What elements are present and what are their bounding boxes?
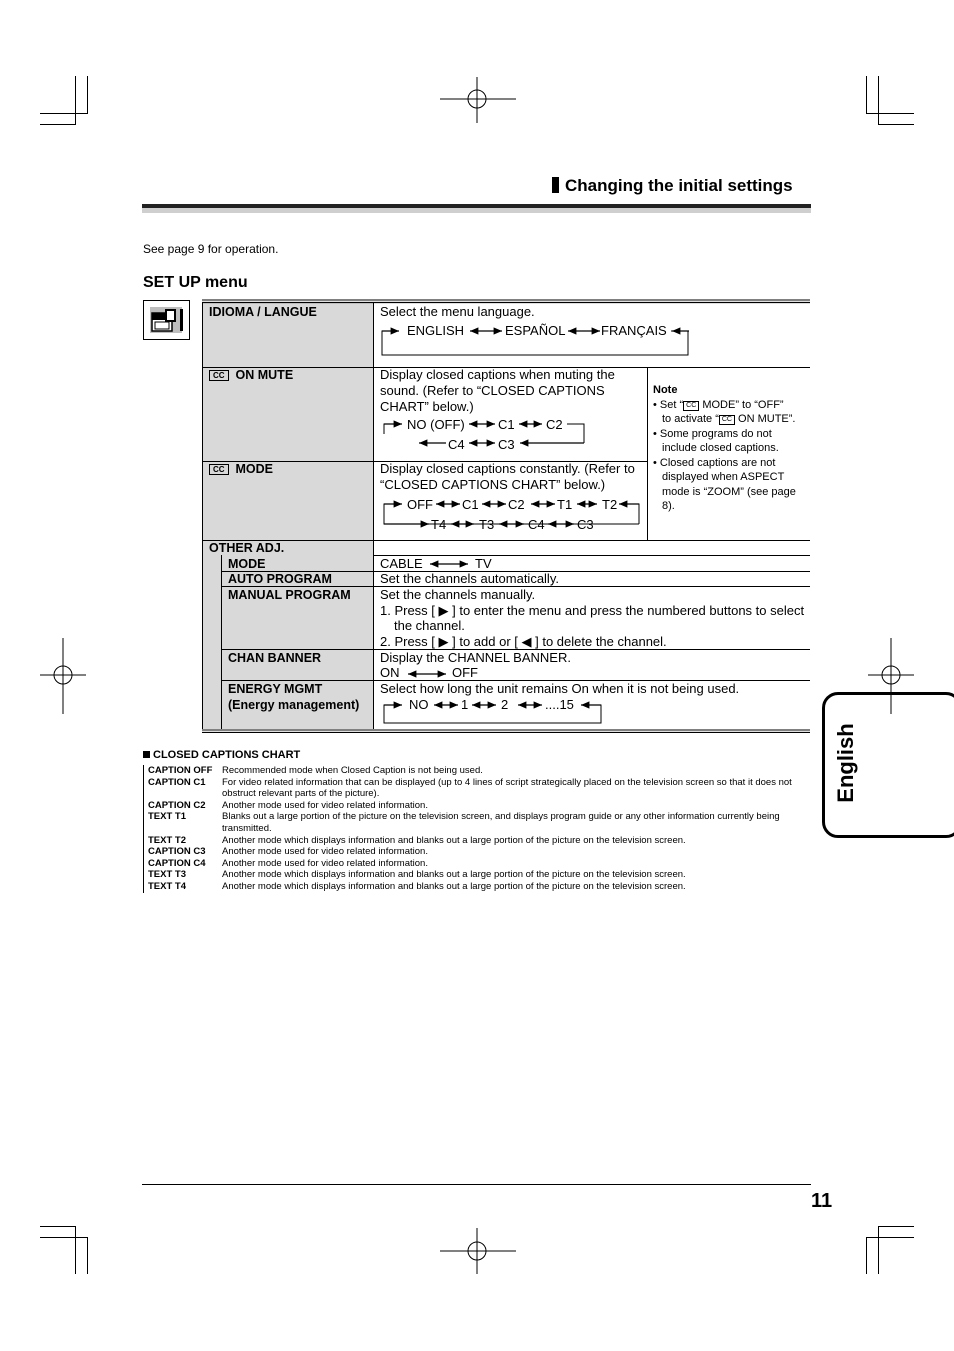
chan-banner-label: CHAN BANNER: [228, 651, 322, 665]
note-bullet-3-cont: 8).: [662, 500, 675, 512]
cc-mode-label-text: MODE: [235, 462, 274, 476]
note-bullet-3-cont: mode is “ZOOM” (see page: [662, 485, 796, 498]
other-mode-label: MODE: [228, 557, 266, 571]
cc-icon: CC: [719, 415, 735, 425]
note-text: ON MUTE”.: [734, 413, 796, 425]
table-row: [144, 858, 813, 870]
cc-description: Another mode which displays information and blanks out a large portion of the picture on the television screen.: [222, 880, 686, 892]
setup-menu-title: SET UP menu: [143, 274, 248, 291]
auto-program-desc: Set the channels automatically.: [380, 571, 559, 586]
page-number: 11: [811, 1190, 833, 1212]
note-bullet-2-cont: include closed captions.: [662, 442, 779, 454]
mode-opt-c4: C4: [528, 517, 545, 532]
table-row: [144, 881, 813, 893]
note-bullet-3: • Closed captions are not: [653, 456, 776, 469]
cc-icon: CC: [209, 464, 229, 475]
manual-program-step-1-cont: the channel.: [394, 618, 465, 633]
cc-chart-rows: [143, 765, 813, 893]
note-bullet-3-cont: displayed when ASPECT: [662, 471, 785, 483]
header-rule-shadow: [142, 208, 811, 213]
manual-program-desc: Set the channels manually.: [380, 587, 536, 602]
on-mute-label-text: ON MUTE: [235, 368, 294, 382]
cc-description: Another mode used for video related information.: [222, 857, 428, 869]
cc-mode-desc: Display closed captions constantly. (Refer to “CLOSED CAPTIONS CHART” below.): [380, 461, 635, 492]
cc-term: CAPTION C4: [148, 857, 206, 869]
cc-icon: CC: [683, 401, 699, 411]
lang-francais: FRANÇAIS: [601, 323, 667, 338]
cc-icon: CC: [209, 370, 229, 381]
cc-term: TEXT T4: [148, 880, 187, 892]
banner-on: ON: [380, 665, 400, 680]
energy-opt-no: NO: [409, 697, 429, 712]
lang-english: ENGLISH: [407, 323, 465, 338]
table-row: [144, 800, 813, 812]
mode-opt-t4: T4: [431, 517, 447, 532]
banner-off: OFF: [452, 665, 478, 680]
note-text: MODE” to “OFF”: [699, 398, 784, 411]
cc-mode-label: [209, 461, 273, 477]
note-bullet-1: [653, 398, 813, 413]
on-mute-desc: Display closed captions when muting the sound. (Refer to “CLOSED CAPTIONS CHART” below.): [380, 367, 615, 414]
chan-banner-desc: Display the CHANNEL BANNER.: [380, 650, 571, 665]
cc-chart-title: [143, 749, 813, 761]
note-text: • Set “: [653, 398, 684, 411]
table-row: [144, 846, 813, 858]
mute-opt-c3: C3: [498, 437, 515, 452]
energy-opt-1: 1: [461, 697, 469, 712]
mute-opt-no-off: NO (OFF): [407, 417, 465, 432]
square-bullet-icon: [143, 751, 150, 758]
footer-rule: [142, 1184, 811, 1185]
mode-opt-c1: C1: [462, 497, 479, 512]
cc-chart-title-text: CLOSED CAPTIONS CHART: [153, 749, 301, 761]
cc-description: Recommended mode when Closed Caption is not being used.: [222, 765, 483, 776]
cc-term: CAPTION C1: [148, 776, 206, 788]
cc-description: Blanks out a large portion of the picture on the television screen, and displays program guide or any other information currently being transmitted.: [222, 811, 780, 834]
title-bar-mark: [552, 177, 559, 193]
manual-program-step-2: 2. Press [ ▶ ] to add or [ ◀ ] to delete the channel.: [380, 634, 667, 649]
section-title-text: Changing the initial settings: [565, 176, 793, 195]
mute-opt-c4: C4: [448, 437, 465, 452]
table-row: [144, 869, 813, 881]
energy-mgmt-desc: Select how long the unit remains On when it is not being used.: [380, 681, 740, 696]
energy-mgmt-label: ENERGY MGMT: [228, 682, 323, 696]
cc-term: TEXT T3: [148, 869, 187, 881]
cc-term: CAPTION C2: [148, 799, 206, 811]
note-title: Note: [653, 384, 678, 396]
on-off-arrow: [404, 666, 450, 680]
section-title: [552, 176, 793, 196]
idioma-desc: Select the menu language.: [380, 304, 535, 319]
table-row: [144, 765, 813, 777]
manual-program-label: MANUAL PROGRAM: [228, 588, 351, 602]
cc-description: Another mode which displays information and blanks out a large portion of the picture on the television screen.: [222, 834, 686, 846]
lang-espanol: ESPAÑOL: [505, 323, 566, 338]
mode-opt-t2: T2: [602, 497, 618, 512]
mute-opt-c1: C1: [498, 417, 515, 432]
setup-menu-table: [202, 299, 810, 733]
setup-menu-icon-graphic: [144, 301, 189, 339]
manual-program-step-1: 1. Press [ ▶ ] to enter the menu and press the numbered buttons to select: [380, 603, 805, 618]
other-adj-label: OTHER ADJ.: [209, 541, 285, 555]
energy-opt-15: ....15: [545, 697, 574, 712]
see-page-note: See page 9 for operation.: [143, 242, 279, 256]
mode-opt-t1: T1: [557, 497, 573, 512]
energy-opt-2: 2: [501, 697, 509, 712]
note-text: to activate “: [662, 413, 719, 425]
note-bullet-2: • Some programs do not: [653, 427, 772, 440]
cc-description: Another mode used for video related information.: [222, 846, 428, 858]
note-bullet-1-cont: [653, 412, 813, 427]
cc-term: TEXT T1: [148, 811, 187, 823]
mode-opt-off: OFF: [407, 497, 433, 512]
auto-program-label: AUTO PROGRAM: [228, 572, 332, 586]
mute-opt-c2: C2: [546, 417, 563, 432]
idioma-label: IDIOMA / LANGUE: [209, 305, 317, 319]
cc-description: Another mode used for video related information.: [222, 799, 428, 811]
setup-menu-icon: [143, 300, 190, 340]
mode-tv: TV: [475, 556, 492, 571]
cable-tv-arrow: [426, 557, 474, 571]
mode-cable: CABLE: [380, 556, 423, 571]
language-side-tab-label: English: [833, 723, 858, 803]
cc-term: CAPTION OFF: [148, 765, 213, 776]
cc-description: Another mode which displays information and blanks out a large portion of the picture on the television screen.: [222, 869, 686, 881]
table-row: [144, 777, 813, 800]
cc-term: TEXT T2: [148, 834, 187, 846]
mode-opt-c3: C3: [577, 517, 594, 532]
mode-opt-t3: T3: [479, 517, 495, 532]
cc-term: CAPTION C3: [148, 846, 206, 858]
table-row: [144, 811, 813, 834]
closed-captions-chart: [143, 749, 813, 893]
on-mute-label: [209, 367, 293, 383]
table-row: [144, 835, 813, 847]
mode-opt-c2: C2: [508, 497, 525, 512]
energy-mgmt-sublabel: (Energy management): [228, 698, 360, 712]
closed-caption-note: [653, 383, 813, 514]
cc-description: For video related information that can be displayed (up to 4 lines of script strategically placed on the television screen so that it does not obstruct relevant parts of the picture).: [222, 776, 792, 800]
